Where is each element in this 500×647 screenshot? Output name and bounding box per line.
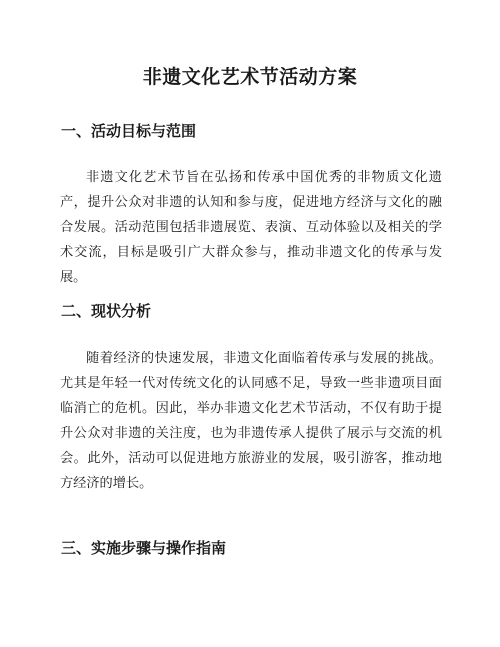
document-title: 非遗文化艺术节活动方案 — [142, 66, 358, 88]
section-heading-goals: 一、活动目标与范围 — [61, 122, 197, 140]
section-paragraph-goals: 非遗文化艺术节旨在弘扬和传承中国优秀的非物质文化遗产，提升公众对非遗的认知和参与度，促进地方经济与文化的融合发展。活动范围包括非遗展览、表演、互动体验以及相关的学术交流，目标是吸引广大群众参与，推动非遗文化的传承与发展。 — [60, 170, 442, 285]
section-heading-implementation: 三、实施步骤与操作指南 — [61, 539, 227, 557]
section-heading-analysis: 二、现状分析 — [61, 302, 152, 320]
section-paragraph-analysis: 随着经济的快速发展，非遗文化面临着传承与发展的挑战。尤其是年轻一代对传统文化的认同感不足，导致一些非遗项目面临消亡的危机。因此，举办非遗文化艺术节活动，不仅有助于提升公众对非遗的关注度，也为非遗传承人提供了展示与交流的机会。此外，活动可以促进地方旅游业的发展，吸引游客，推动地方经济的增长。 — [60, 351, 442, 491]
